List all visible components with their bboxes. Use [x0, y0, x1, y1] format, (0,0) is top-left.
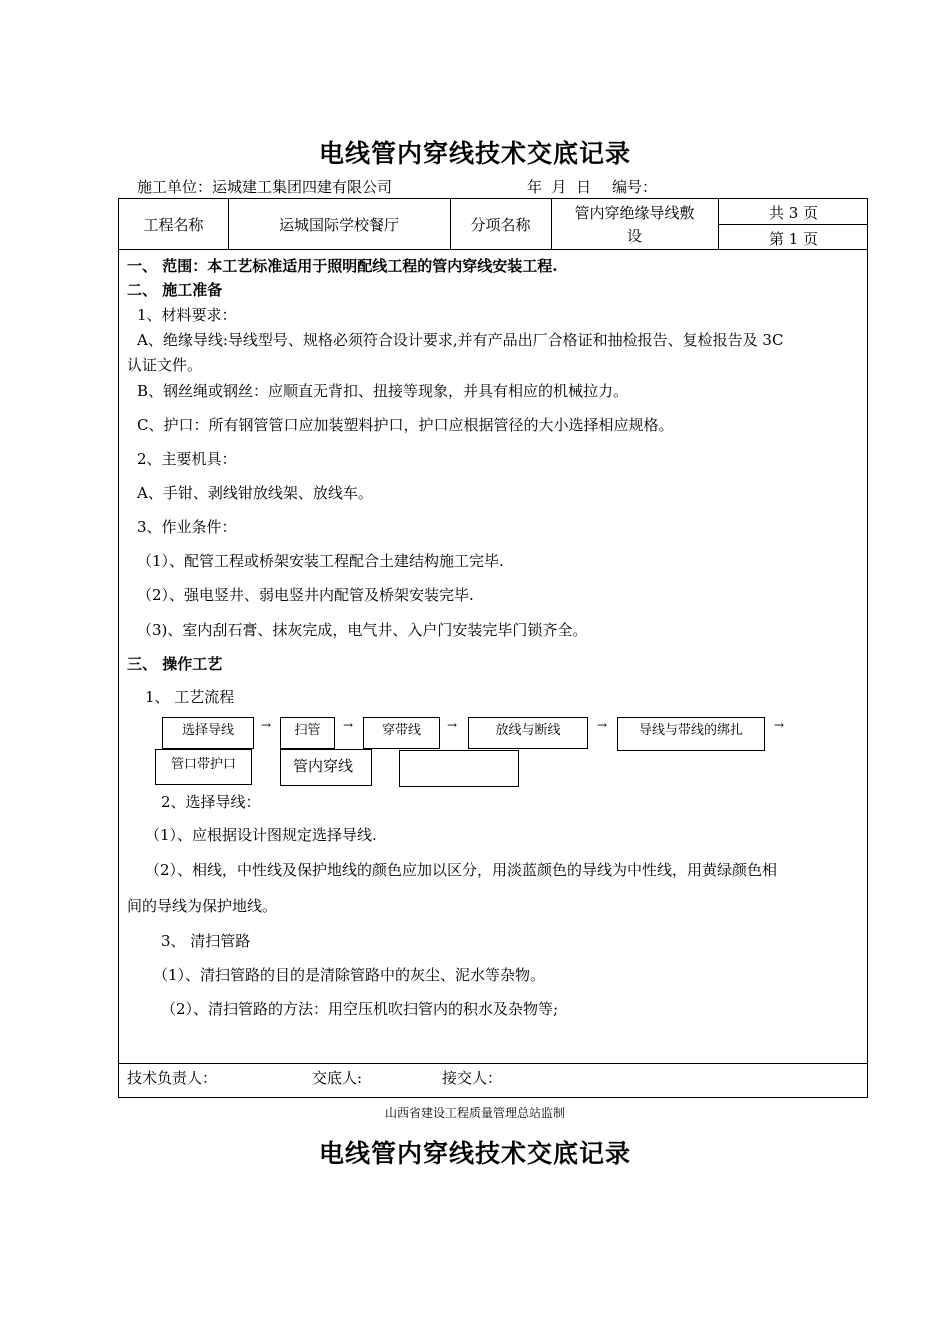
section-operation: 三、 操作工艺 [127, 655, 223, 673]
wire-select-title: 2、选择导线： [161, 793, 261, 811]
flow-step-thread-band: 穿带线 [363, 717, 440, 749]
record-date: 年 月 日 [527, 178, 592, 196]
material-c: C、护口：所有钢管管口应加装塑料护口，护口应根据管径的大小选择相应规格。 [137, 416, 674, 434]
flow-arrow-icon: → [447, 718, 458, 732]
wire-select-1: （1）、应根据设计图规定选择导线. [145, 826, 377, 844]
condition-2: （2）、强电竖井、弱电竖井内配管及桥架安装完毕. [137, 586, 474, 604]
sub-item-value-line1: 管内穿绝缘导线敷 [574, 204, 695, 222]
project-name-label: 工程名称 [143, 216, 204, 234]
record-number: 编号： [612, 178, 658, 196]
flow-step-bind: 导线与带线的绑扎 [617, 717, 765, 751]
sub-item-label: 分项名称 [470, 216, 531, 234]
wire-select-2-line1: （2）、相线，中性线及保护地线的颜色应加以区分，用淡蓝颜色的导线为中性线，用黄绿颜色相 [145, 861, 778, 879]
flow-arrow-icon: → [343, 718, 354, 732]
construction-unit: 施工单位：运城建工集团四建有限公司 [137, 178, 393, 196]
flow-step-empty [399, 750, 519, 787]
tools-title: 2、主要机具： [137, 450, 237, 468]
condition-3: （3)、室内刮石膏、抹灰完成，电气井、入户门安装完毕门锁齐全。 [137, 621, 588, 639]
material-a-line1: A、绝缘导线:导线型号、规格必须符合设计要求,并有产品出厂合格证和抽检报告、复检报告及 3C [137, 331, 784, 349]
page-number: 第 1 页 [768, 230, 819, 248]
flow-step-select-wire: 选择导线 [162, 717, 254, 749]
material-title: 1、材料要求： [137, 306, 237, 324]
flow-arrow-icon: → [261, 718, 272, 732]
receiver: 接交人： [442, 1069, 503, 1087]
clean-pipe-title: 3、 清扫管路 [161, 932, 251, 950]
conditions-title: 3、作业条件： [137, 518, 237, 536]
page-title: 电线管内穿线技术交底记录 [318, 139, 631, 168]
technical-lead: 技术负责人： [127, 1069, 218, 1087]
total-pages: 共 3 页 [768, 204, 819, 222]
flow-step-thread-in-pipe: 管内穿线 [280, 749, 372, 786]
flow-step-sweep-pipe: 扫管 [280, 717, 335, 749]
material-b: B、钢丝绳或钢丝：应顺直无背扣、扭接等现象，并具有相应的机械拉力。 [137, 382, 629, 400]
wire-select-2-line2: 间的导线为保护地线。 [127, 897, 278, 915]
project-name-value: 运城国际学校餐厅 [278, 216, 399, 234]
clean-pipe-2: （2）、清扫管路的方法：用空压机吹扫管内的积水及杂物等; [161, 1000, 559, 1018]
flow-title: 1、 工艺流程 [145, 688, 235, 706]
material-a-line2: 认证文件。 [127, 356, 203, 374]
discloser: 交底人: [312, 1069, 363, 1087]
section-scope: 一、 范围：本工艺标准适用于照明配线工程的管内穿线安装工程. [127, 257, 558, 275]
clean-pipe-1: （1）、清扫管路的目的是清除管路中的灰尘、泥水等杂物。 [153, 966, 546, 984]
sub-item-value-line2: 设 [626, 227, 642, 245]
sub-item-value [551, 202, 718, 248]
supervision-note: 山西省建设工程质量管理总站监制 [384, 1106, 565, 1120]
flow-arrow-icon: → [597, 718, 608, 732]
page-title-repeat: 电线管内穿线技术交底记录 [318, 1139, 631, 1168]
flow-arrow-icon: → [774, 718, 785, 732]
flow-step-pay-cut: 放线与断线 [468, 717, 588, 749]
section-preparation: 二、 施工准备 [127, 281, 223, 299]
tools-a: A、手钳、剥线钳放线架、放线车。 [137, 484, 373, 502]
condition-1: （1）、配管工程或桥架安装工程配合土建结构施工完毕. [137, 552, 504, 570]
flow-step-protect-mouth: 管口带护口 [155, 749, 252, 785]
